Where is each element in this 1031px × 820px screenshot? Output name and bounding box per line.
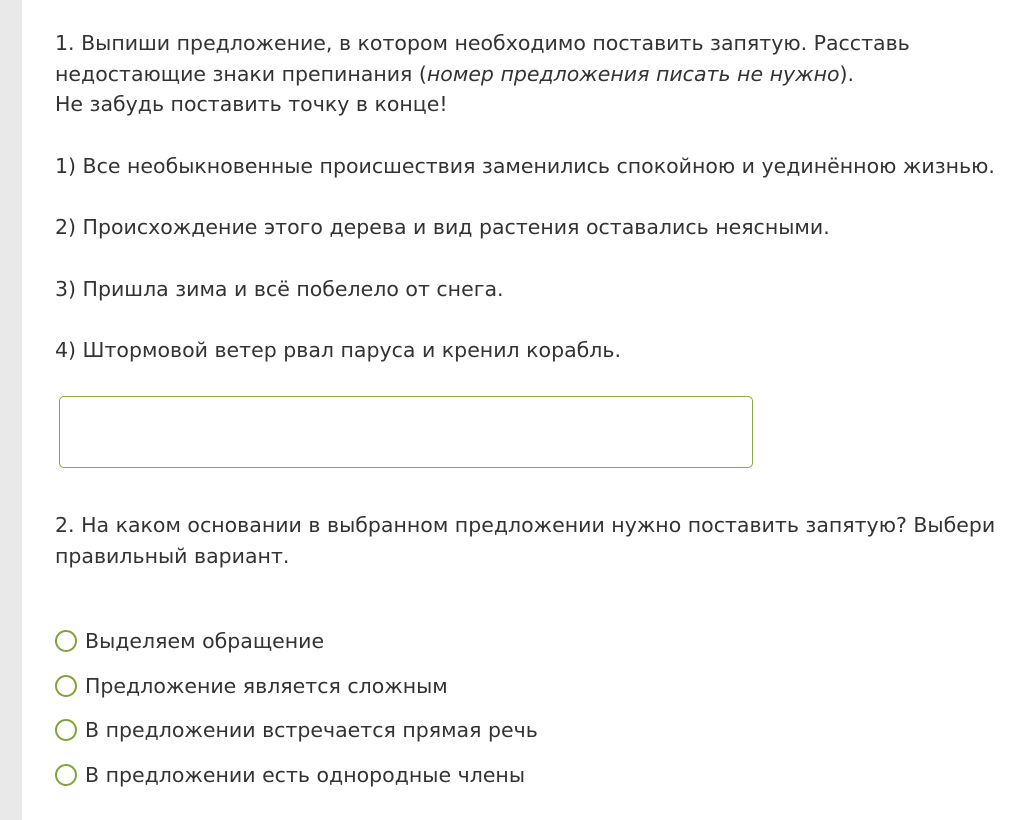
task1-instruction-line2-prefix: недостающие знаки препинания ( bbox=[55, 61, 427, 86]
option-label: В предложении встречается прямая речь bbox=[85, 718, 538, 743]
task1-instruction-line2 bbox=[55, 59, 995, 90]
radio-button-icon[interactable] bbox=[55, 675, 77, 697]
sentence-1: 1) Все необыкновенные происшествия заменились спокойною и уединённою жизнью. bbox=[55, 153, 995, 178]
task1-reminder: Не забудь поставить точку в конце! bbox=[55, 92, 448, 116]
option-label: В предложении есть однородные члены bbox=[85, 762, 526, 787]
radio-button-icon[interactable] bbox=[55, 630, 77, 652]
sentence-3: 3) Пришла зима и всё побелело от снега. bbox=[55, 276, 504, 301]
answer-input[interactable] bbox=[59, 396, 753, 468]
task1-block bbox=[55, 28, 995, 366]
option-homogeneous-members[interactable] bbox=[55, 753, 955, 798]
task1-instruction-line1: 1. Выпиши предложение, в котором необходимо поставить запятую. Расставь bbox=[55, 31, 910, 55]
option-label: Выделяем обращение bbox=[85, 629, 325, 654]
task2-block bbox=[55, 510, 995, 571]
task1-instruction-note: номер предложения писать не нужно bbox=[426, 61, 840, 86]
radio-button-icon[interactable] bbox=[55, 764, 77, 786]
option-label: Предложение является сложным bbox=[85, 673, 448, 698]
task2-question-line2: правильный вариант. bbox=[55, 543, 290, 568]
option-address[interactable] bbox=[55, 619, 955, 664]
answer-options bbox=[55, 619, 955, 797]
sentence-2: 2) Происхождение этого дерева и вид растения оставались неясными. bbox=[55, 215, 830, 239]
sentence-4: 4) Штормовой ветер рвал паруса и кренил корабль. bbox=[55, 338, 621, 362]
option-direct-speech[interactable] bbox=[55, 708, 955, 753]
task1-instruction-line2-suffix: ). bbox=[839, 61, 855, 86]
left-sidebar-strip bbox=[0, 0, 22, 820]
radio-button-icon[interactable] bbox=[55, 719, 77, 741]
option-complex-sentence[interactable] bbox=[55, 664, 955, 709]
task2-question-line1: 2. На каком основании в выбранном предложении нужно поставить запятую? Выбери bbox=[55, 513, 996, 537]
